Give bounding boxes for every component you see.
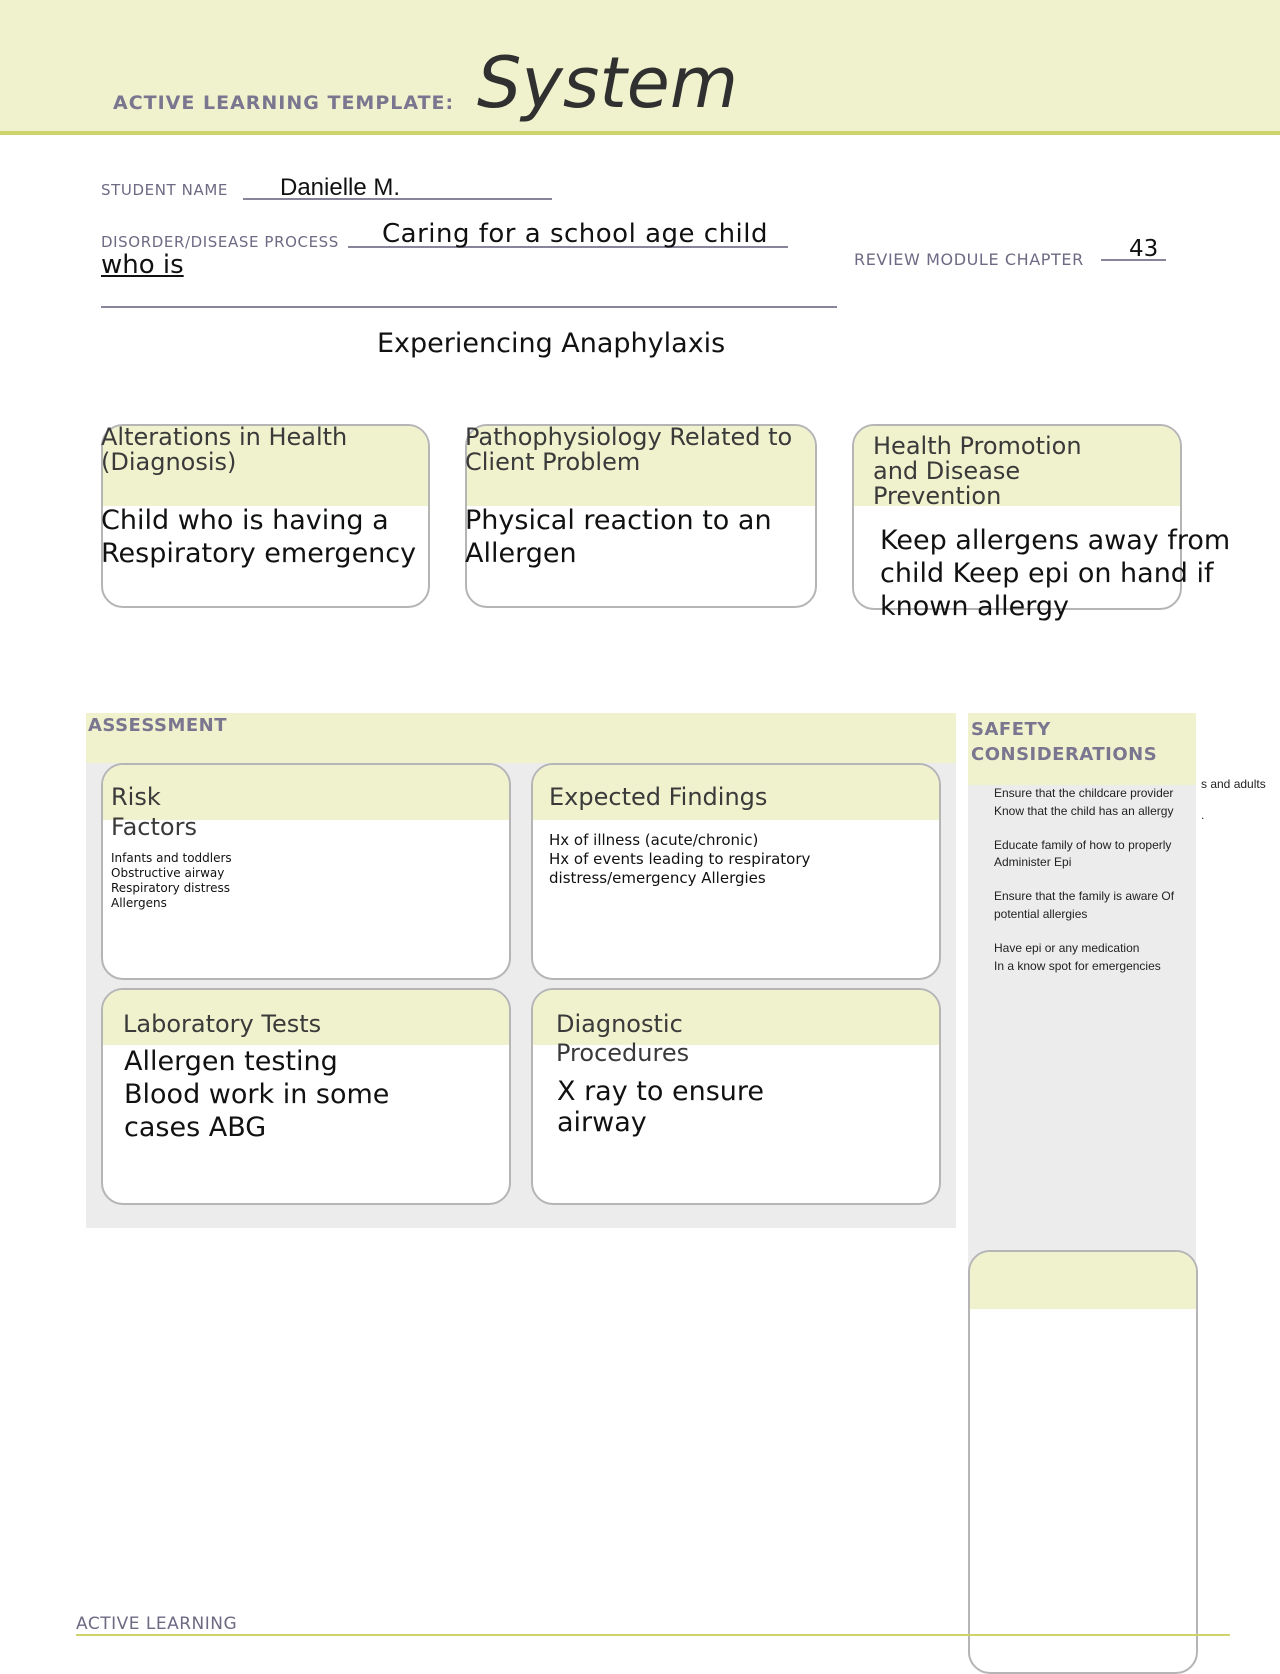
list-item[interactable]: Allergens (111, 896, 167, 910)
health-promotion-title: Health Promotion and Disease Prevention (873, 432, 1082, 510)
safety-overflow-text: s and adults (1201, 777, 1266, 791)
assessment-label: ASSESSMENT (88, 715, 228, 736)
expected-findings-title: Expected Findings (549, 783, 768, 811)
finding-line[interactable]: distress/emergency Allergies (549, 869, 766, 887)
disorder-label: DISORDER/DISEASE PROCESS (101, 233, 339, 251)
diagnostic-body (557, 1076, 764, 1138)
template-title: System (477, 42, 739, 124)
safety-line[interactable]: Educate family of how to properly (994, 838, 1172, 852)
diag-line[interactable]: airway (557, 1107, 647, 1138)
blank-card (968, 1250, 1198, 1674)
lab-line[interactable]: cases ABG (124, 1112, 267, 1143)
alterations-in-health-box (101, 424, 430, 608)
box-header (103, 765, 509, 820)
safety-line[interactable]: Have epi or any medication (994, 941, 1140, 955)
alterations-title: Alterations in Health (Diagnosis) (101, 423, 348, 476)
pathophysiology-body[interactable]: Physical reaction to an Allergen (465, 505, 772, 569)
template-label: ACTIVE LEARNING TEMPLATE: (113, 92, 455, 114)
diag-line[interactable]: X ray to ensure (557, 1076, 764, 1107)
alterations-body[interactable]: Child who is having a Respiratory emergency (101, 505, 417, 569)
list-item[interactable]: Infants and toddlers (111, 851, 232, 865)
risk-factors-box (101, 763, 511, 980)
diagnostic-title-2: Procedures (556, 1039, 690, 1067)
expected-findings-body (549, 831, 810, 888)
health-promotion-box (852, 424, 1231, 622)
safety-line[interactable]: In a know spot for emergencies (994, 959, 1161, 973)
pathophysiology-title: Pathophysiology Related to Client Problem (465, 423, 793, 476)
disorder-value-line3[interactable]: Experiencing Anaphylaxis (377, 328, 726, 359)
header-divider (0, 131, 1280, 135)
review-module-label: REVIEW MODULE CHAPTER (854, 250, 1084, 269)
expected-findings-box (531, 763, 941, 980)
box-header (970, 1252, 1196, 1309)
pathophysiology-box (465, 424, 817, 608)
laboratory-tests-title: Laboratory Tests (123, 1010, 322, 1038)
list-item[interactable]: Obstructive airway (111, 866, 225, 880)
review-module-value[interactable]: 43 (1129, 236, 1159, 262)
safety-line[interactable]: Ensure that the childcare provider (994, 786, 1174, 800)
safety-overflow-dot: . (1201, 808, 1205, 822)
safety-line[interactable]: Know that the child has an allergy (994, 804, 1174, 818)
risk-factors-list (111, 851, 232, 911)
health-promotion-body[interactable]: Keep allergens away from child Keep epi on hand if known allergy (880, 525, 1231, 622)
finding-line[interactable]: Hx of events leading to respiratory (549, 850, 811, 868)
finding-line[interactable]: Hx of illness (acute/chronic) (549, 831, 759, 849)
footer-label: ACTIVE LEARNING (76, 1614, 238, 1634)
laboratory-tests-box (101, 988, 511, 1205)
lab-line[interactable]: Allergen testing (124, 1046, 338, 1077)
risk-factors-title-1: Risk (111, 783, 161, 811)
footer-divider (76, 1634, 1230, 1636)
safety-line[interactable]: Ensure that the family is aware Of (994, 889, 1175, 903)
safety-line[interactable]: potential allergies (994, 907, 1088, 921)
lab-line[interactable]: Blood work in some (124, 1079, 390, 1110)
student-name-value[interactable]: Danielle M. (280, 174, 401, 201)
diagnostic-procedures-box (531, 988, 941, 1205)
risk-factors-title-2: Factors (111, 813, 197, 841)
diagnostic-title-1: Diagnostic (556, 1010, 683, 1038)
safety-label-1: SAFETY (971, 719, 1051, 740)
list-item[interactable]: Respiratory distress (111, 881, 231, 895)
disorder-second-underline (101, 306, 837, 308)
safety-label-2: CONSIDERATIONS (971, 744, 1158, 765)
disorder-value-line2[interactable]: who is (101, 250, 184, 280)
safety-line[interactable]: Administer Epi (994, 855, 1072, 869)
student-name-label: STUDENT NAME (101, 181, 228, 199)
disorder-value-line1[interactable]: Caring for a school age child (382, 219, 769, 249)
laboratory-tests-body (124, 1045, 389, 1144)
